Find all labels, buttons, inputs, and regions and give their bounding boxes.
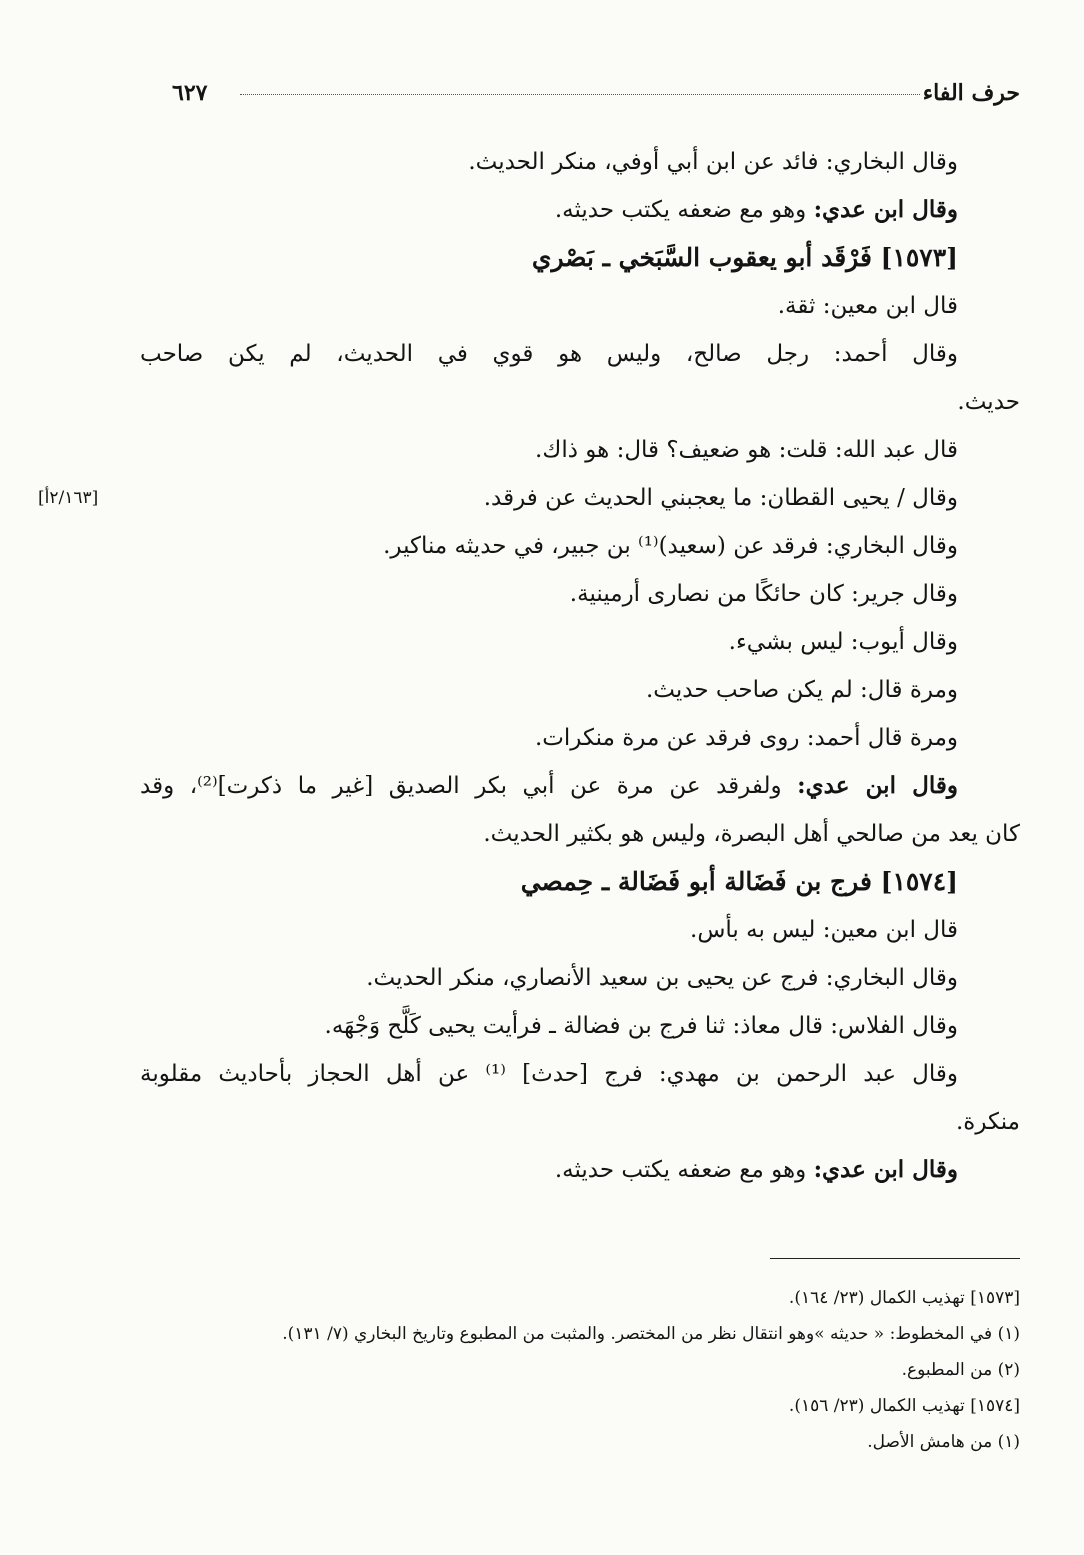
page-header — [140, 70, 1020, 110]
footnote: (١) في المخطوط: « حديثه »وهو انتقال نظر من المختصر. والمثبت من المطبوع وتاريخ البخاري (٧/ ١٣١). — [282, 1324, 1020, 1344]
text-line: وقال أحمد: رجل صالح، وليس هو قوي في الحديث، لم يكن صاحب — [140, 341, 958, 367]
text-line: وقال جرير: كان حائكًا من نصارى أرمينية. — [569, 581, 958, 607]
page-number: ٦٢٧ — [172, 80, 208, 106]
speaker-label: وقال ابن عدي: — [813, 1156, 958, 1183]
entry-heading-1574: [١٥٧٤] فرج بن فَضَالة أبو فَضَالة ـ حِمصي — [520, 867, 958, 896]
text-line: قال عبد الله: قلت: هو ضعيف؟ قال: هو ذاك. — [535, 437, 958, 463]
text-line — [140, 1146, 1020, 1194]
text-line: ومرة قال أحمد: روى فرقد عن مرة منكرات. — [534, 725, 958, 751]
text-line — [140, 186, 1020, 234]
text-line: وقال عبد الرحمن بن مهدي: فرج [حدث] ⁽¹⁾ عن أهل الحجاز بأحاديث مقلوبة — [140, 1061, 958, 1087]
text-line: وقال البخاري: فائد عن ابن أبي أوفي، منكر الحديث. — [468, 149, 958, 175]
header-divider — [240, 94, 920, 95]
running-title: حرف الفاء — [922, 80, 1020, 106]
line-text: ولفرقد عن مرة عن أبي بكر الصديق [غير ما ذكرت]⁽²⁾، وقد — [140, 773, 798, 799]
footnote: [١٥٧٤] تهذيب الكمال (٢٣/ ١٥٦). — [788, 1396, 1020, 1416]
line-text: وهو مع ضعفه يكتب حديثه. — [554, 1157, 814, 1183]
text-line: قال ابن معين: ثقة. — [777, 293, 958, 319]
text-line: حديث. — [957, 389, 1020, 415]
line-text: وهو مع ضعفه يكتب حديثه. — [554, 197, 814, 223]
footnote: (٢) من المطبوع. — [901, 1360, 1020, 1380]
text-line: قال ابن معين: ليس به بأس. — [690, 917, 958, 943]
footnote: (١) من هامش الأصل. — [867, 1432, 1020, 1452]
text-line: كان يعد من صالحي أهل البصرة، وليس هو بكثير الحديث. — [483, 821, 1020, 847]
speaker-label: وقال ابن عدي: — [813, 196, 958, 223]
margin-folio-note: [٢/١٦٣أ] — [38, 488, 99, 508]
text-line: وقال أيوب: ليس بشيء. — [728, 629, 958, 655]
main-text — [140, 138, 1020, 1194]
footnote-divider — [770, 1258, 1020, 1259]
text-line: منكرة. — [955, 1109, 1020, 1135]
entry-heading-1573: [١٥٧٣] فَرْقَد أبو يعقوب السَّبَخي ـ بَصْري — [531, 243, 958, 272]
speaker-label: وقال ابن عدي: — [797, 772, 959, 799]
footnote: [١٥٧٣] تهذيب الكمال (٢٣/ ١٦٤). — [788, 1288, 1020, 1308]
text-line: وقال الفلاس: قال معاذ: ثنا فرج بن فضالة ـ فرأيت يحيى كَلَّح وَجْهَه. — [324, 1013, 958, 1039]
text-line — [140, 762, 1020, 810]
text-line: ومرة قال: لم يكن صاحب حديث. — [645, 677, 958, 703]
footnotes — [140, 1280, 1020, 1460]
text-line: وقال البخاري: فرج عن يحيى بن سعيد الأنصاري، منكر الحديث. — [366, 965, 958, 991]
text-line: وقال / يحيى القطان: ما يعجبني الحديث عن فرقد. — [483, 485, 958, 511]
text-line: وقال البخاري: فرقد عن (سعيد)⁽¹⁾ بن جبير، في حديثه مناكير. — [383, 533, 958, 559]
